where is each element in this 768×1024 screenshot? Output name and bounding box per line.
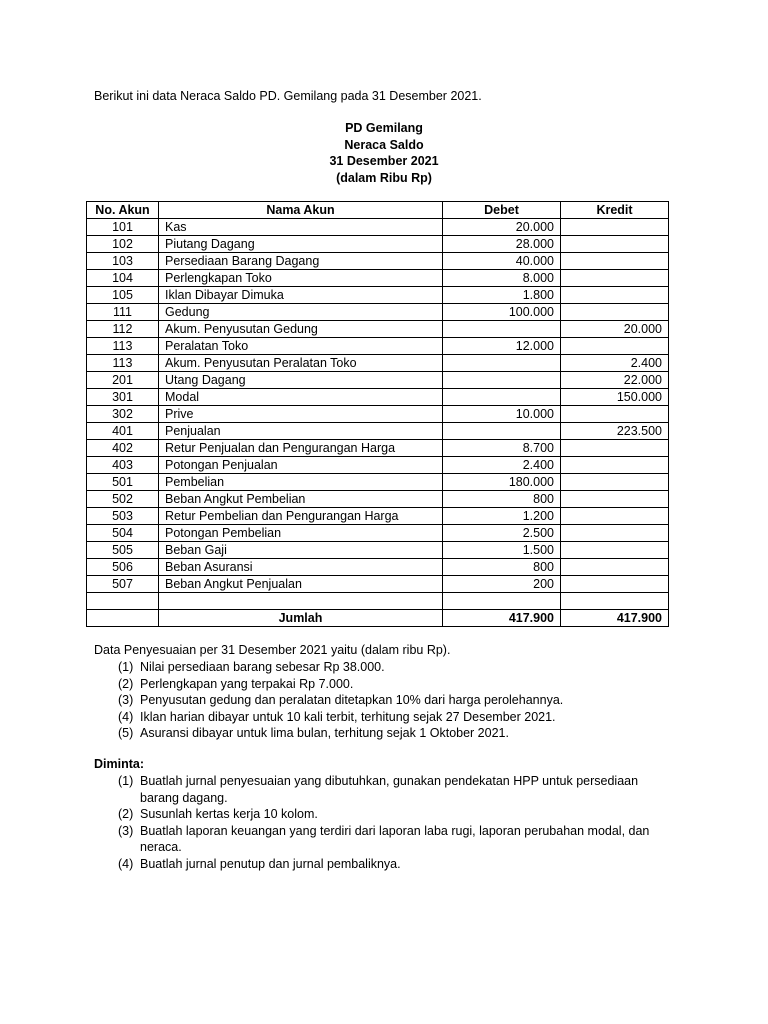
account-no-cell: 113: [87, 338, 159, 355]
credit-cell: 223.500: [561, 423, 669, 440]
credit-cell: [561, 576, 669, 593]
table-row: [87, 474, 669, 491]
header-debit: Debet: [443, 202, 561, 219]
list-item: [118, 659, 678, 676]
item-text: Buatlah laporan keuangan yang terdiri dari laporan laba rugi, laporan perubahan modal, dan neraca.: [140, 823, 650, 854]
total-empty-cell: [87, 610, 159, 627]
debit-cell: 800: [443, 491, 561, 508]
account-no-cell: 104: [87, 270, 159, 287]
total-credit: 417.900: [561, 610, 669, 627]
account-name-cell: Beban Angkut Pembelian: [159, 491, 443, 508]
credit-cell: [561, 440, 669, 457]
account-no-cell: 505: [87, 542, 159, 559]
credit-cell: [561, 457, 669, 474]
account-name-cell: Retur Pembelian dan Pengurangan Harga: [159, 508, 443, 525]
item-number: (2): [118, 676, 134, 691]
credit-cell: [561, 253, 669, 270]
account-name-cell: Persediaan Barang Dagang: [159, 253, 443, 270]
item-number: (1): [118, 774, 134, 788]
account-no-cell: 402: [87, 440, 159, 457]
account-no-cell: 503: [87, 508, 159, 525]
account-no-cell: 403: [87, 457, 159, 474]
table-row: [87, 508, 669, 525]
account-name-cell: Utang Dagang: [159, 372, 443, 389]
account-no-cell: 301: [87, 389, 159, 406]
table-row: [87, 321, 669, 338]
table-row: [87, 406, 669, 423]
account-name-cell: Akum. Penyusutan Gedung: [159, 321, 443, 338]
credit-cell: 20.000: [561, 321, 669, 338]
debit-cell: 12.000: [443, 338, 561, 355]
table-row: [87, 457, 669, 474]
account-name-cell: Beban Angkut Penjualan: [159, 576, 443, 593]
item-number: (5): [118, 726, 134, 740]
statement-unit: (dalam Ribu Rp): [336, 170, 432, 185]
account-name-cell: Pembelian: [159, 474, 443, 491]
account-name-cell: Iklan Dibayar Dimuka: [159, 287, 443, 304]
account-no-cell: 112: [87, 321, 159, 338]
account-no-cell: 111: [87, 304, 159, 321]
total-debit: 417.900: [443, 610, 561, 627]
item-text: Iklan harian dibayar untuk 10 kali terbit, terhitung sejak 27 Desember 2021.: [140, 709, 556, 724]
item-text: Perlengkapan yang terpakai Rp 7.000.: [140, 676, 354, 691]
account-name-cell: Peralatan Toko: [159, 338, 443, 355]
table-row: [87, 270, 669, 287]
header-credit: Kredit: [561, 202, 669, 219]
debit-cell: 20.000: [443, 219, 561, 236]
credit-cell: [561, 338, 669, 355]
account-no-cell: 501: [87, 474, 159, 491]
account-name-cell: Kas: [159, 219, 443, 236]
debit-cell: 40.000: [443, 253, 561, 270]
table-row: [87, 440, 669, 457]
credit-cell: [561, 508, 669, 525]
debit-cell: [443, 321, 561, 338]
table-row: [87, 304, 669, 321]
account-name-cell: Potongan Pembelian: [159, 525, 443, 542]
credit-cell: [561, 491, 669, 508]
item-text: Asuransi dibayar untuk lima bulan, terhitung sejak 1 Oktober 2021.: [140, 726, 509, 740]
statement-title: Neraca Saldo: [344, 137, 424, 152]
credit-cell: [561, 287, 669, 304]
company-name: PD Gemilang: [345, 121, 423, 135]
item-text: Nilai persediaan barang sebesar Rp 38.000.: [140, 660, 385, 674]
debit-cell: 180.000: [443, 474, 561, 491]
item-text: Susunlah kertas kerja 10 kolom.: [140, 807, 318, 821]
table-row: [87, 525, 669, 542]
debit-cell: 1.800: [443, 287, 561, 304]
account-no-cell: 504: [87, 525, 159, 542]
account-name-cell: Piutang Dagang: [159, 236, 443, 253]
account-no-cell: 507: [87, 576, 159, 593]
header-account-no: No. Akun: [87, 202, 159, 219]
item-number: (3): [118, 693, 134, 707]
account-name-cell: Beban Gaji: [159, 542, 443, 559]
credit-cell: [561, 474, 669, 491]
account-name-cell: Retur Penjualan dan Pengurangan Harga: [159, 440, 443, 457]
debit-cell: 1.500: [443, 542, 561, 559]
account-name-cell: Potongan Penjualan: [159, 457, 443, 474]
list-item: [118, 709, 678, 726]
credit-cell: [561, 236, 669, 253]
account-name-cell: [159, 593, 443, 610]
adjustments-title: Data Penyesuaian per 31 Desember 2021 yaitu (dalam ribu Rp).: [94, 643, 451, 657]
requirements-list: [118, 773, 678, 872]
account-no-cell: 101: [87, 219, 159, 236]
table-row: [87, 542, 669, 559]
credit-cell: [561, 219, 669, 236]
account-name-cell: Beban Asuransi: [159, 559, 443, 576]
list-item: [118, 773, 678, 806]
debit-cell: [443, 372, 561, 389]
header-account-name: Nama Akun: [159, 202, 443, 219]
account-no-cell: 102: [87, 236, 159, 253]
table-row: [87, 576, 669, 593]
table-body: [87, 219, 669, 610]
account-no-cell: 103: [87, 253, 159, 270]
account-name-cell: Perlengkapan Toko: [159, 270, 443, 287]
account-no-cell: 502: [87, 491, 159, 508]
debit-cell: 10.000: [443, 406, 561, 423]
statement-header: [0, 120, 768, 186]
list-item: [118, 806, 678, 823]
table-row: [87, 593, 669, 610]
table-row: [87, 423, 669, 440]
account-no-cell: 302: [87, 406, 159, 423]
account-name-cell: Penjualan: [159, 423, 443, 440]
debit-cell: 8.700: [443, 440, 561, 457]
account-no-cell: 401: [87, 423, 159, 440]
table-row: [87, 355, 669, 372]
requirements-title: Diminta:: [94, 757, 144, 771]
account-name-cell: Modal: [159, 389, 443, 406]
intro-text: Berikut ini data Neraca Saldo PD. Gemilang pada 31 Desember 2021.: [94, 89, 482, 103]
debit-cell: [443, 389, 561, 406]
item-text: Buatlah jurnal penyesuaian yang dibutuhkan, gunakan pendekatan HPP untuk persediaan barang dagang.: [140, 774, 639, 805]
credit-cell: 22.000: [561, 372, 669, 389]
table-row: [87, 338, 669, 355]
total-label: Jumlah: [159, 610, 443, 627]
credit-cell: [561, 559, 669, 576]
table-row: [87, 559, 669, 576]
credit-cell: [561, 406, 669, 423]
total-row: [87, 610, 669, 627]
list-item: [118, 823, 678, 856]
debit-cell: 800: [443, 559, 561, 576]
table-row: [87, 491, 669, 508]
debit-cell: [443, 423, 561, 440]
statement-date: 31 Desember 2021: [329, 154, 439, 168]
credit-cell: [561, 593, 669, 610]
debit-cell: 28.000: [443, 236, 561, 253]
credit-cell: [561, 304, 669, 321]
account-name-cell: Prive: [159, 406, 443, 423]
credit-cell: [561, 270, 669, 287]
debit-cell: 8.000: [443, 270, 561, 287]
account-no-cell: 201: [87, 372, 159, 389]
item-number: (1): [118, 660, 134, 674]
debit-cell: 2.400: [443, 457, 561, 474]
table-row: [87, 236, 669, 253]
debit-cell: [443, 593, 561, 610]
debit-cell: 1.200: [443, 508, 561, 525]
table-header-row: [87, 202, 669, 219]
credit-cell: 150.000: [561, 389, 669, 406]
table-row: [87, 389, 669, 406]
account-no-cell: 113: [87, 355, 159, 372]
table-row: [87, 287, 669, 304]
credit-cell: [561, 525, 669, 542]
item-number: (4): [118, 856, 134, 871]
item-number: (3): [118, 823, 134, 838]
item-number: (4): [118, 709, 134, 724]
list-item: [118, 856, 678, 873]
list-item: [118, 692, 678, 709]
account-no-cell: 506: [87, 559, 159, 576]
account-no-cell: 105: [87, 287, 159, 304]
debit-cell: 100.000: [443, 304, 561, 321]
item-text: Penyusutan gedung dan peralatan ditetapkan 10% dari harga perolehannya.: [140, 693, 564, 707]
item-text: Buatlah jurnal penutup dan jurnal pembaliknya.: [140, 856, 401, 871]
list-item: [118, 676, 678, 693]
trial-balance-table: [86, 201, 669, 627]
account-name-cell: Akum. Penyusutan Peralatan Toko: [159, 355, 443, 372]
account-no-cell: [87, 593, 159, 610]
credit-cell: 2.400: [561, 355, 669, 372]
table-row: [87, 219, 669, 236]
list-item: [118, 725, 678, 742]
debit-cell: [443, 355, 561, 372]
debit-cell: 2.500: [443, 525, 561, 542]
credit-cell: [561, 542, 669, 559]
debit-cell: 200: [443, 576, 561, 593]
account-name-cell: Gedung: [159, 304, 443, 321]
adjustments-list: [118, 659, 678, 742]
table-row: [87, 372, 669, 389]
table-row: [87, 253, 669, 270]
item-number: (2): [118, 807, 134, 821]
